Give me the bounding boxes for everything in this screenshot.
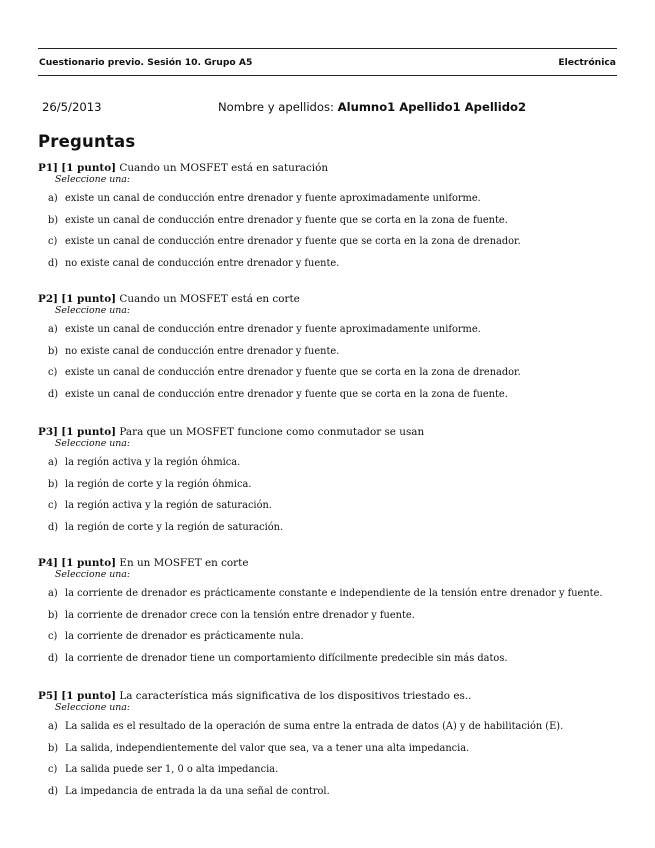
option-text: existe un canal de conducción entre drenador y fuente que se corta en la zona de fuente. bbox=[65, 214, 508, 226]
options-list bbox=[38, 721, 618, 807]
question-text: La característica más significativa de los dispositivos triestado es.. bbox=[119, 690, 472, 702]
question-4 bbox=[38, 557, 618, 674]
option-label: c) bbox=[48, 500, 58, 511]
option-c[interactable] bbox=[48, 500, 618, 522]
option-text: no existe canal de conducción entre drenador y fuente. bbox=[65, 257, 340, 269]
option-text: La salida es el resultado de la operación de suma entre la entrada de datos (A) y de habilitación (E). bbox=[65, 721, 564, 732]
question-header bbox=[38, 557, 618, 569]
option-text: existe un canal de conducción entre drenador y fuente que se corta en la zona de drenador. bbox=[65, 236, 521, 247]
option-text: la región activa y la región óhmica. bbox=[65, 457, 241, 468]
option-text: existe un canal de conducción entre drenador y fuente aproximadamente uniforme. bbox=[65, 193, 481, 204]
select-hint: Seleccione una: bbox=[55, 438, 131, 449]
question-3 bbox=[38, 426, 618, 543]
option-d[interactable] bbox=[48, 786, 618, 808]
date: 26/5/2013 bbox=[42, 100, 102, 114]
option-b[interactable] bbox=[48, 479, 618, 501]
question-points: [1 punto] bbox=[61, 293, 117, 305]
option-text: existe un canal de conducción entre drenador y fuente aproximadamente uniforme. bbox=[65, 324, 481, 335]
option-text: existe un canal de conducción entre drenador y fuente que se corta en la zona de fuente. bbox=[65, 388, 508, 400]
option-label: c) bbox=[48, 631, 58, 642]
question-text: Cuando un MOSFET está en saturación bbox=[119, 162, 329, 174]
question-header bbox=[38, 690, 618, 702]
option-label: c) bbox=[48, 764, 58, 775]
name-label: Nombre y apellidos: bbox=[218, 100, 334, 114]
option-label: b) bbox=[48, 214, 59, 226]
option-d[interactable] bbox=[48, 653, 618, 675]
option-d[interactable] bbox=[48, 258, 618, 280]
question-points: [1 punto] bbox=[61, 426, 117, 438]
option-label: c) bbox=[48, 236, 58, 247]
option-c[interactable] bbox=[48, 631, 618, 653]
header-subject: Electrónica bbox=[558, 56, 616, 68]
option-d[interactable] bbox=[48, 389, 618, 411]
question-points: [1 punto] bbox=[61, 557, 117, 569]
section-title: Preguntas bbox=[38, 132, 136, 151]
option-a[interactable] bbox=[48, 324, 618, 346]
question-number: P2] bbox=[38, 293, 58, 305]
question-header bbox=[38, 293, 618, 305]
option-text: La salida puede ser 1, 0 o alta impedancia. bbox=[65, 764, 279, 775]
question-5 bbox=[38, 690, 618, 807]
option-a[interactable] bbox=[48, 457, 618, 479]
question-points: [1 punto] bbox=[61, 690, 117, 702]
select-hint: Seleccione una: bbox=[55, 702, 131, 713]
option-text: existe un canal de conducción entre drenador y fuente que se corta en la zona de drenador. bbox=[65, 367, 521, 378]
option-label: b) bbox=[48, 478, 59, 490]
select-hint: Seleccione una: bbox=[55, 569, 131, 580]
student-name: Alumno1 Apellido1 Apellido2 bbox=[337, 100, 527, 114]
option-b[interactable] bbox=[48, 215, 618, 237]
question-header bbox=[38, 162, 618, 174]
question-number: P3] bbox=[38, 426, 58, 438]
option-text: La salida, independientemente del valor que sea, va a tener una alta impedancia. bbox=[65, 742, 470, 754]
page-header bbox=[38, 48, 617, 76]
option-label: d) bbox=[48, 785, 59, 797]
question-text: Cuando un MOSFET está en corte bbox=[119, 293, 300, 305]
option-label: b) bbox=[48, 609, 59, 621]
select-hint: Seleccione una: bbox=[55, 174, 131, 185]
option-label: b) bbox=[48, 742, 59, 754]
option-c[interactable] bbox=[48, 367, 618, 389]
select-hint: Seleccione una: bbox=[55, 305, 131, 316]
student-name-line bbox=[218, 100, 526, 114]
option-label: d) bbox=[48, 652, 59, 664]
option-label: a) bbox=[48, 193, 58, 204]
option-label: c) bbox=[48, 367, 58, 378]
option-text: la corriente de drenador es prácticamente nula. bbox=[65, 631, 304, 642]
option-c[interactable] bbox=[48, 236, 618, 258]
option-text: la región de corte y la región de saturación. bbox=[65, 521, 284, 533]
option-b[interactable] bbox=[48, 346, 618, 368]
question-header bbox=[38, 426, 618, 438]
option-label: b) bbox=[48, 345, 59, 357]
option-d[interactable] bbox=[48, 522, 618, 544]
option-label: d) bbox=[48, 257, 59, 269]
question-number: P4] bbox=[38, 557, 58, 569]
question-number: P5] bbox=[38, 690, 58, 702]
option-label: a) bbox=[48, 588, 58, 599]
question-2 bbox=[38, 293, 618, 410]
options-list bbox=[38, 193, 618, 279]
option-text: la corriente de drenador es prácticamente constante e independiente de la tensión entre drenador y fuente. bbox=[65, 588, 603, 599]
option-label: a) bbox=[48, 324, 58, 335]
option-a[interactable] bbox=[48, 193, 618, 215]
header-title: Cuestionario previo. Sesión 10. Grupo A5 bbox=[39, 56, 253, 68]
option-b[interactable] bbox=[48, 610, 618, 632]
option-label: a) bbox=[48, 457, 58, 468]
options-list bbox=[38, 324, 618, 410]
options-list bbox=[38, 588, 618, 674]
question-points: [1 punto] bbox=[61, 162, 117, 174]
question-text: Para que un MOSFET funcione como conmutador se usan bbox=[119, 426, 425, 438]
option-label: d) bbox=[48, 521, 59, 533]
question-1 bbox=[38, 162, 618, 279]
question-number: P1] bbox=[38, 162, 58, 174]
option-text: la región de corte y la región óhmica. bbox=[65, 478, 252, 490]
option-a[interactable] bbox=[48, 588, 618, 610]
option-text: la corriente de drenador tiene un comportamiento difícilmente predecible sin más datos. bbox=[65, 652, 508, 664]
option-text: la corriente de drenador crece con la tensión entre drenador y fuente. bbox=[65, 609, 415, 621]
option-c[interactable] bbox=[48, 764, 618, 786]
option-text: la región activa y la región de saturación. bbox=[65, 500, 272, 511]
option-label: d) bbox=[48, 388, 59, 400]
option-a[interactable] bbox=[48, 721, 618, 743]
option-b[interactable] bbox=[48, 743, 618, 765]
option-text: no existe canal de conducción entre drenador y fuente. bbox=[65, 345, 340, 357]
option-text: La impedancia de entrada la da una señal de control. bbox=[65, 785, 330, 797]
question-text: En un MOSFET en corte bbox=[119, 557, 249, 569]
options-list bbox=[38, 457, 618, 543]
option-label: a) bbox=[48, 721, 58, 732]
